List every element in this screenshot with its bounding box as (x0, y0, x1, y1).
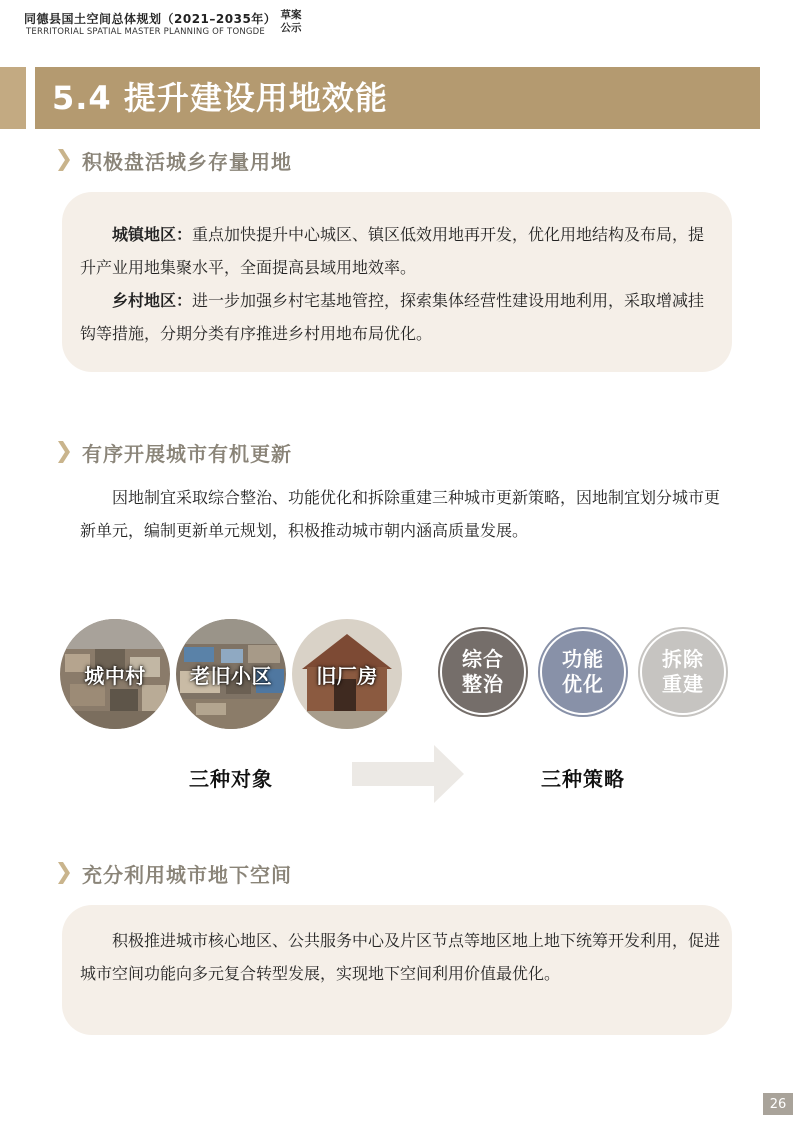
paragraph-label: 乡村地区： (112, 291, 193, 310)
strategy-circle (542, 631, 624, 713)
strategy-comprehensive-renovation (438, 627, 528, 717)
objects-caption: 三种对象 (189, 767, 273, 791)
strategy-label-line1: 拆除 (662, 647, 704, 671)
document-title: 同德县国土空间总体规划（2021–2035年） (24, 12, 277, 26)
photo-urban-village (60, 619, 170, 729)
paragraph-urban (80, 218, 720, 284)
strategy-label-line1: 综合 (462, 647, 504, 671)
object-label: 老旧小区 (190, 663, 272, 688)
strategy-label-line2: 优化 (562, 672, 604, 696)
strategy-label-line2: 整治 (462, 672, 504, 696)
arrow-right-icon (352, 745, 464, 803)
paragraph-underground: 积极推进城市核心地区、公共服务中心及片区节点等地区地上地下统筹开发利用，促进城市空间功能向多元复合转型发展，实现地下空间利用价值最优化。 (80, 931, 721, 983)
strategy-circle (642, 631, 724, 713)
strategies-caption: 三种策略 (541, 767, 625, 791)
paragraph-label: 城镇地区： (112, 225, 193, 244)
section-title: 5.4 提升建设用地效能 (52, 79, 388, 117)
paragraph-text: 重点加快提升中心城区、镇区低效用地再开发，优化用地结构及布局，提升产业用地集聚水平，全面提高县域用地效率。 (80, 225, 705, 277)
subsection-heading-text: 充分利用城市地下空间 (82, 862, 292, 887)
chevron-right-icon (58, 862, 70, 884)
subsection-heading-text: 有序开展城市有机更新 (82, 441, 292, 466)
page-number: 26 (763, 1093, 793, 1115)
subsection-heading-1 (58, 145, 292, 175)
subsection-heading-text: 积极盘活城乡存量用地 (82, 149, 292, 174)
photo-old-residential (176, 619, 286, 729)
strategy-demolition-rebuild (638, 627, 728, 717)
strategy-function-optimization (538, 627, 628, 717)
paragraph-renewal: 因地制宜采取综合整治、功能优化和拆除重建三种城市更新策略，因地制宜划分城市更新单元，编制更新单元规划，积极推动城市朝内涵高质量发展。 (80, 488, 721, 540)
strategy-circle (442, 631, 524, 713)
paragraph-text: 进一步加强乡村宅基地管控，探索集体经营性建设用地利用，采取增减挂钩等措施，分期分类有序推进乡村用地布局优化。 (80, 291, 705, 343)
strategy-label-line2: 重建 (662, 672, 704, 696)
object-label: 旧厂房 (316, 663, 378, 688)
chevron-right-icon (58, 441, 70, 463)
object-label: 城中村 (84, 663, 146, 688)
document-subtitle: TERRITORIAL SPATIAL MASTER PLANNING OF TONGDE (26, 27, 265, 37)
strategy-label-line1: 功能 (562, 647, 604, 671)
subsection-heading-3 (58, 858, 292, 888)
draft-stamp: 草案公示 (280, 9, 302, 34)
chevron-right-icon (58, 149, 70, 171)
title-band-accent (0, 67, 26, 129)
subsection-heading-2 (58, 437, 292, 467)
photo-old-factory (292, 619, 402, 729)
paragraph-rural (80, 284, 720, 350)
